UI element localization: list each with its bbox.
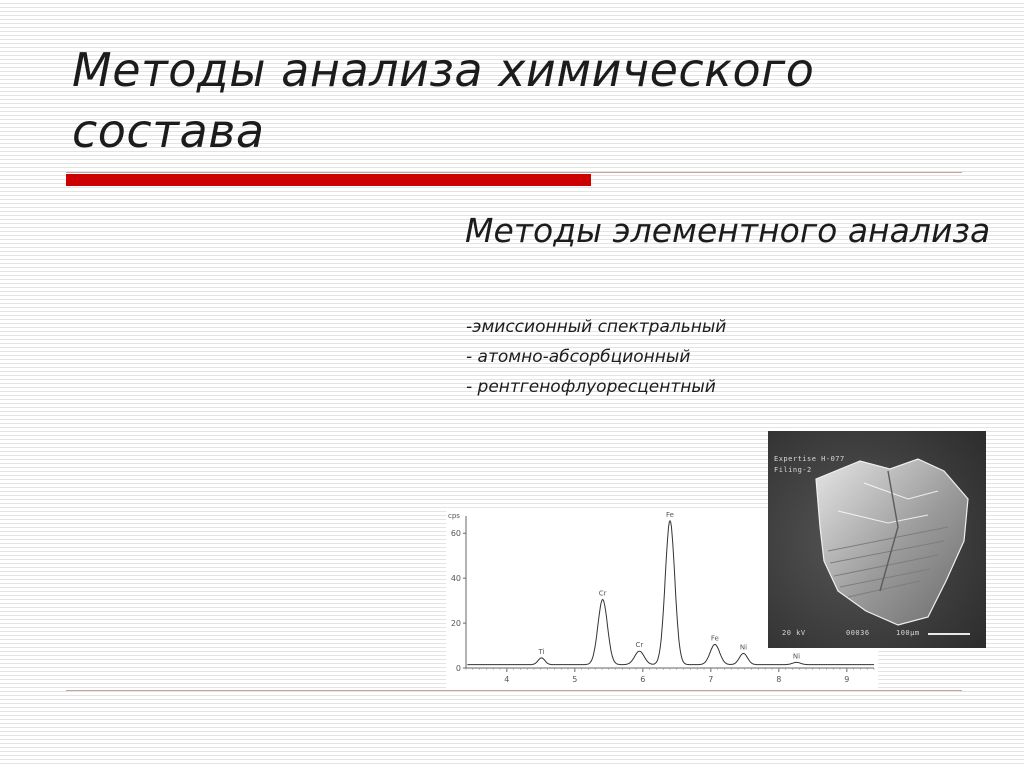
title-divider-line [66, 172, 962, 173]
peak-label: Fe [710, 634, 719, 643]
sem-scale-label: 100µm [896, 629, 920, 637]
sem-particle-image [768, 431, 986, 648]
peak-label: Cr [635, 641, 644, 650]
title-accent-bar [66, 174, 591, 186]
sem-scale-bar [928, 633, 970, 635]
sem-sample-label: Expertise H-077 [774, 455, 845, 463]
peak-label: Ti [538, 647, 545, 656]
x-tick-label: 7 [708, 675, 714, 684]
peak-label: Ni [792, 652, 801, 661]
x-tick-label: 4 [504, 675, 510, 684]
sem-sample-sublabel: Filing-2 [774, 466, 812, 474]
method-item-emission: -эмиссионный спектральный [466, 317, 727, 337]
bottom-divider-line [66, 690, 962, 691]
method-item-atomic-absorption: - атомно-абсорбционный [466, 347, 691, 367]
y-tick-label: 60 [450, 529, 461, 539]
methods-list [466, 312, 986, 402]
peak-label: Ni [739, 643, 748, 652]
x-tick-label: 9 [844, 675, 850, 684]
slide-title: Методы анализа химического состава [72, 43, 815, 158]
peak-label: Cr [598, 589, 607, 598]
method-item-x-ray-fluorescence: - рентгенофлуоресцентный [466, 377, 716, 397]
sem-micrograph [768, 431, 986, 648]
section-heading: Методы элементного анализа [465, 211, 991, 250]
y-axis-label: cps [448, 512, 460, 520]
x-tick-label: 6 [640, 675, 646, 684]
y-tick-label: 0 [455, 664, 461, 673]
x-tick-label: 5 [572, 675, 578, 684]
sem-voltage: 20 kV [782, 629, 806, 637]
sem-magnification: 00036 [846, 629, 870, 637]
y-tick-label: 40 [450, 574, 461, 584]
y-tick-label: 20 [450, 619, 461, 629]
peak-label: Fe [666, 510, 674, 519]
x-tick-label: 8 [776, 675, 782, 684]
